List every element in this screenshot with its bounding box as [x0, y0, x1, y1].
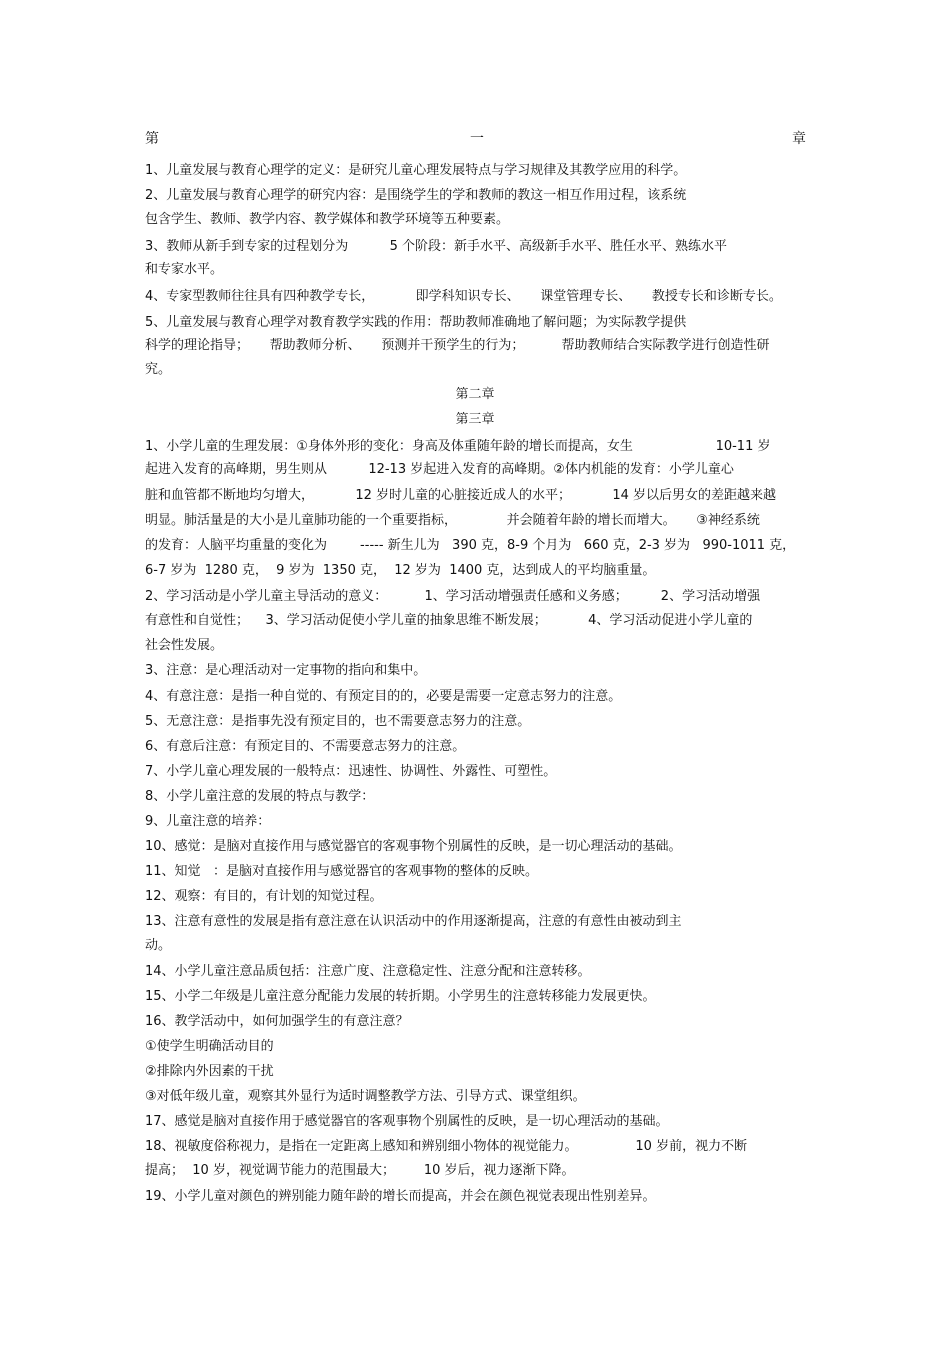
ch3-line: 4、有意注意：是指一种自觉的、有预定目的的，必要是需要一定意志努力的注意。 — [145, 689, 622, 704]
ch1-line: 科学的理论指导； 帮助教师分析、 预测并干预学生的行为； 帮助教师结合实际教学进行创造性研 — [145, 338, 770, 353]
ch3-line: 动。 — [145, 938, 172, 953]
chapter3-heading: 第三章 — [455, 412, 495, 427]
ch3-line: 10、感觉：是脑对直接作用与感觉器官的客观事物个别属性的反映，是一切心理活动的基础。 — [145, 839, 682, 854]
ch3-line: 有意性和自觉性； 3、学习活动促使小学儿童的抽象思维不断发展； 4、学习活动促进小学儿童的 — [145, 613, 753, 628]
ch3-line: 17、感觉是脑对直接作用于感觉器官的客观事物个别属性的反映，是一切心理活动的基础。 — [145, 1114, 669, 1129]
chapter1-heading-mid: 一 — [470, 131, 484, 147]
ch1-line: 1、儿童发展与教育心理学的定义：是研究儿童心理发展特点与学习规律及其教学应用的科学。 — [145, 163, 687, 178]
ch1-line: 和专家水平。 — [145, 262, 224, 277]
ch3-line: 8、小学儿童注意的发展的特点与教学： — [145, 789, 375, 804]
ch3-line: ①使学生明确活动目的 — [145, 1039, 274, 1054]
ch3-line: 2、学习活动是小学儿童主导活动的意义： 1、学习活动增强责任感和义务感； 2、学习活动增强 — [145, 589, 761, 604]
ch3-line: 9、儿童注意的培养： — [145, 814, 271, 829]
ch3-line: 5、无意注意：是指事先没有预定目的，也不需要意志努力的注意。 — [145, 714, 531, 729]
ch3-line: 12、观察：有目的，有计划的知觉过程。 — [145, 889, 383, 904]
ch3-line: ②排除内外因素的干扰 — [145, 1064, 274, 1079]
ch3-line: 明显。肺活量是的大小是儿童肺功能的一个重要指标， 并会随着年龄的增长而增大。 ③神经系统 — [145, 513, 760, 528]
ch1-line: 4、专家型教师往往具有四种教学专长， 即学科知识专长、 课堂管理专长、 教授专长和诊断专长。 — [145, 289, 782, 304]
ch1-line: 究。 — [145, 362, 172, 377]
ch3-line: 提高； 10 岁，视觉调节能力的范围最大； 10 岁后，视力逐渐下降。 — [145, 1163, 575, 1178]
ch3-line: 的发育：人脑平均重量的变化为 ----- 新生儿为 390 克，8-9 个月为 660 克，2-3 岁为 990-1011 克， — [145, 538, 796, 553]
ch3-line: 11、知觉 ：是脑对直接作用与感觉器官的客观事物的整体的反映。 — [145, 864, 538, 879]
ch1-line: 2、儿童发展与教育心理学的研究内容：是围绕学生的学和教师的教这一相互作用过程，该系统 — [145, 188, 687, 203]
ch3-line: 6-7 岁为 1280 克， 9 岁为 1350 克， 12 岁为 1400 克，达到成人的平均脑重量。 — [145, 563, 656, 578]
ch3-line: 7、小学儿童心理发展的一般特点：迅速性、协调性、外露性、可塑性。 — [145, 764, 557, 779]
ch3-line: 脏和血管都不断地均匀增大， 12 岁时儿童的心脏接近成人的水平； 14 岁以后男女的差距越来越 — [145, 488, 776, 503]
ch3-line: 13、注意有意性的发展是指有意注意在认识活动中的作用逐渐提高，注意的有意性由被动到主 — [145, 914, 682, 929]
ch3-line: 6、有意后注意：有预定目的、不需要意志努力的注意。 — [145, 739, 466, 754]
ch3-line: 1、小学儿童的生理发展：①身体外形的变化：身高及体重随年龄的增长而提高，女生 10-11 岁 — [145, 439, 771, 454]
ch1-line: 3、教师从新手到专家的过程划分为 5 个阶段：新手水平、高级新手水平、胜任水平、熟练水平 — [145, 239, 727, 254]
chapter1-heading-right: 章 — [792, 131, 806, 147]
chapter1-heading-left: 第 — [145, 131, 159, 147]
ch3-line: 16、教学活动中，如何加强学生的有意注意？ — [145, 1014, 409, 1029]
ch3-line: 15、小学二年级是儿童注意分配能力发展的转折期。小学男生的注意转移能力发展更快。 — [145, 989, 656, 1004]
ch3-line: 3、注意：是心理活动对一定事物的指向和集中。 — [145, 663, 427, 678]
ch3-line: 18、视敏度俗称视力，是指在一定距离上感知和辨别细小物体的视觉能力。 10 岁前，视力不断 — [145, 1139, 748, 1154]
chapter2-heading: 第二章 — [455, 387, 495, 402]
ch1-line: 5、儿童发展与教育心理学对教育教学实践的作用：帮助教师准确地了解问题；为实际教学提供 — [145, 315, 687, 330]
ch3-line: 社会性发展。 — [145, 638, 224, 653]
ch3-line: ③对低年级儿童，观察其外显行为适时调整教学方法、引导方式、课堂组织。 — [145, 1089, 586, 1104]
ch3-line: 14、小学儿童注意品质包括：注意广度、注意稳定性、注意分配和注意转移。 — [145, 964, 591, 979]
ch3-line: 19、小学儿童对颜色的辨别能力随年龄的增长而提高，并会在颜色视觉表现出性别差异。 — [145, 1189, 656, 1204]
ch1-line: 包含学生、教师、教学内容、教学媒体和教学环境等五种要素。 — [145, 212, 510, 227]
ch3-line: 起进入发育的高峰期，男生则从 12-13 岁起进入发育的高峰期。②体内机能的发育：小学儿童心 — [145, 462, 734, 477]
